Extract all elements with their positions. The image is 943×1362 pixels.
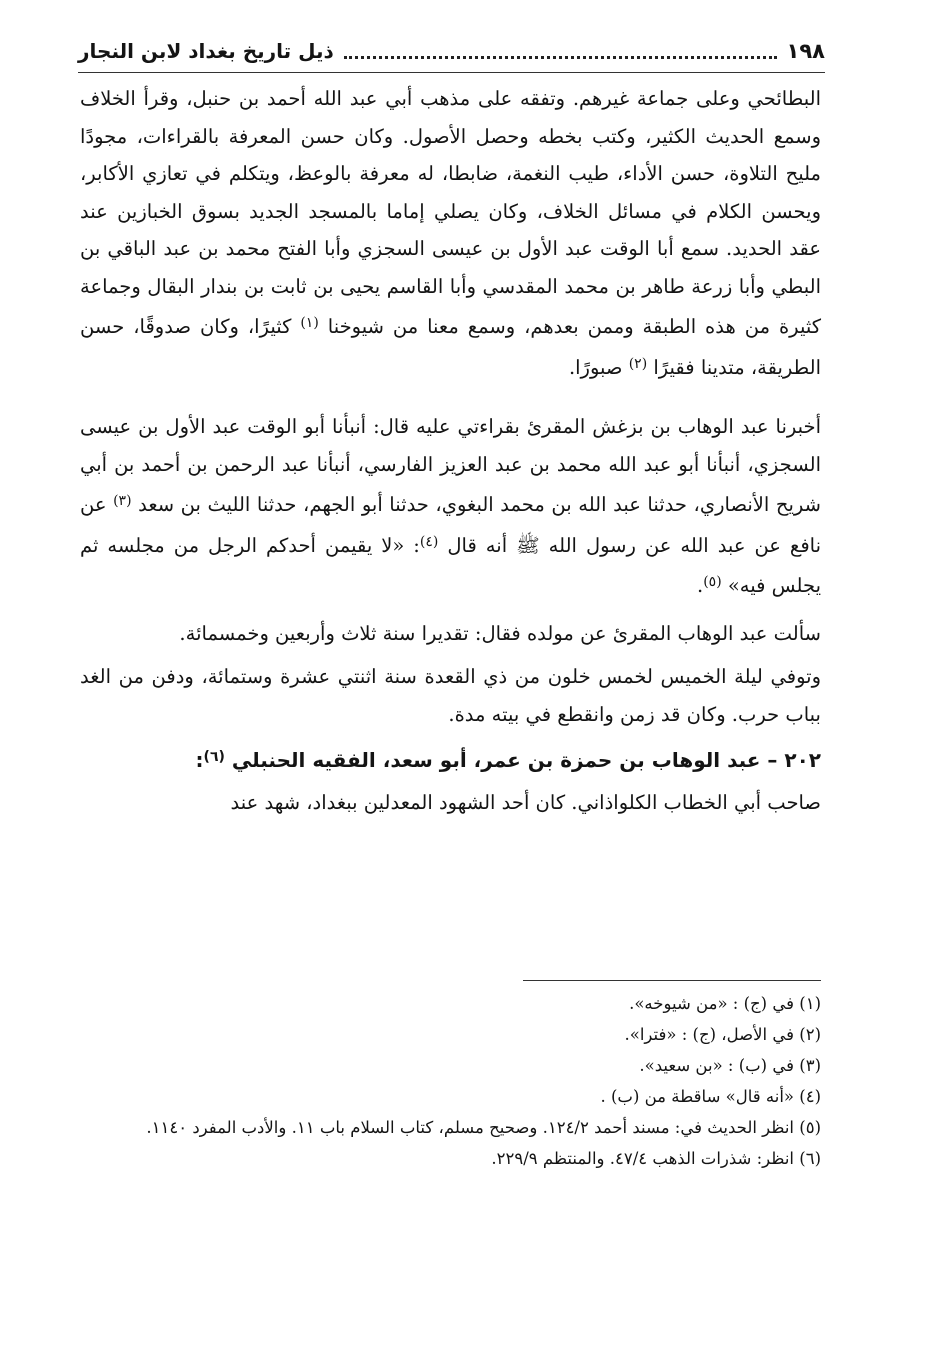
- entry-heading: [80, 739, 821, 780]
- footnote-5: (٥) انظر الحديث في: مسند أحمد ١٢٤/٢. وصحيح مسلم، كتاب السلام باب ١١. والأدب المفرد ١١٤٠.: [146, 1118, 821, 1137]
- footnote-ref-5: (٥): [703, 574, 722, 590]
- paragraph-text: صبورًا.: [568, 355, 623, 379]
- paragraph-text: البطائحي وعلى جماعة غيرهم. وتفقه على مذهب أبي عبد الله أحمد بن حنبل، وقرأ الخلاف وسمع الحديث الكثير، وكتب بخطه وحصل الأصول. وكان حسن المعرفة بالقراءات، مجودًا مليح التلاوة، حسن الأداء، طيب النغمة، ضابطا، له معرفة بالوعظ، ويتكلم في تعازي الأكابر، ويحسن الكلام في مسائل الخلاف، وكان يصلي إماما بالمسجد الجديد بسوق الخبازين عند عقد الحديد. سمع أبا الوقت عبد الأول بن عيسى السجزي وأبا الفتح محمد بن عبد الباقي بن البطي وأبا زرعة طاهر بن محمد المقدسي وأبا القاسم يحيى بن ثابت بن بندار البقال وجماعة كثيرة من هذه الطبقة وممن بعدهم، وسمع معنا من شيوخنا: [80, 87, 821, 338]
- footnote-ref-1: (١): [300, 315, 319, 331]
- entry-colon: :: [195, 748, 204, 772]
- footnote-4: (٤) «أنه قال» ساقطة من (ب) .: [600, 1087, 821, 1106]
- page-number: ١٩٨: [786, 39, 825, 63]
- paragraph-birth: سألت عبد الوهاب المقرئ عن مولده فقال: تقديرا سنة ثلاث وأربعين وخمسمائة.: [179, 621, 821, 645]
- footnote-ref-6: (٦): [203, 749, 225, 765]
- leader-dots: [344, 56, 777, 59]
- paragraph-text: عن نافع عن عبد الله عن رسول الله ﷺ أنه قال: [80, 493, 822, 557]
- entry-first-line: صاحب أبي الخطاب الكلواذاني. كان أحد الشهود المعدلين ببغداد، شهد عند: [230, 790, 821, 814]
- footnote-2: (٢) في الأصل، (ج) : «فترا».: [624, 1025, 821, 1044]
- footnotes: [80, 988, 821, 1174]
- entry-title: ٢٠٢ – عبد الوهاب بن حمزة بن عمر، أبو سعد، الفقيه الحنبلي: [231, 748, 821, 772]
- footnote-ref-4: (٤): [419, 533, 439, 550]
- paragraph-hadith: [80, 408, 821, 605]
- footnote-ref-3: (٣): [113, 493, 132, 509]
- main-text: [80, 80, 821, 821]
- paragraph-text: كثيرًا، وكان صدوقًا، حسن الطريقة، متدينا فقيرًا: [80, 315, 821, 379]
- footnote-3: (٣) في (ب) : «بن سعيد».: [639, 1056, 821, 1075]
- header-rule: [78, 72, 825, 73]
- paragraph-biography: [80, 80, 821, 386]
- running-head: [78, 34, 825, 68]
- paragraph-death: وتوفي ليلة الخميس لخمس خلون من ذي القعدة سنة اثنتي عشرة وستمائة، ودفن من الغد بباب حرب. وكان قد زمن وانقطع في بيته مدة.: [80, 665, 821, 726]
- paragraph-text: أخبرنا عبد الوهاب بن بزغش المقرئ بقراءتي عليه قال: أنبأنا أبو الوقت عبد الأول بن عيسى السجزي، أنبأنا أبو عبد الله محمد بن عبد العزيز الفارسي، أنبأنا عبد الرحمن بن أحمد بن أبي شريح الأنصاري، حدثنا عبد الله بن محمد البغوي، حدثنا أبو الجهم، حدثنا الليث بن سعد: [80, 415, 821, 516]
- paragraph-text: .: [697, 574, 704, 597]
- footnote-1: (١) في (ج) : «من شيوخه».: [629, 994, 821, 1013]
- footnote-ref-2: (٢): [628, 355, 648, 372]
- footnote-separator: [523, 980, 821, 981]
- book-title: ذيل تاريخ بغداد لابن النجار: [78, 39, 334, 63]
- hadith-quote: : «لا يقيمن أحدكم الرجل من مجلسه ثم يجلس فيه»: [80, 533, 821, 597]
- footnote-6: (٦) انظر: شذرات الذهب ٤٧/٤. والمنتظم ٢٢٩/٩.: [491, 1149, 821, 1168]
